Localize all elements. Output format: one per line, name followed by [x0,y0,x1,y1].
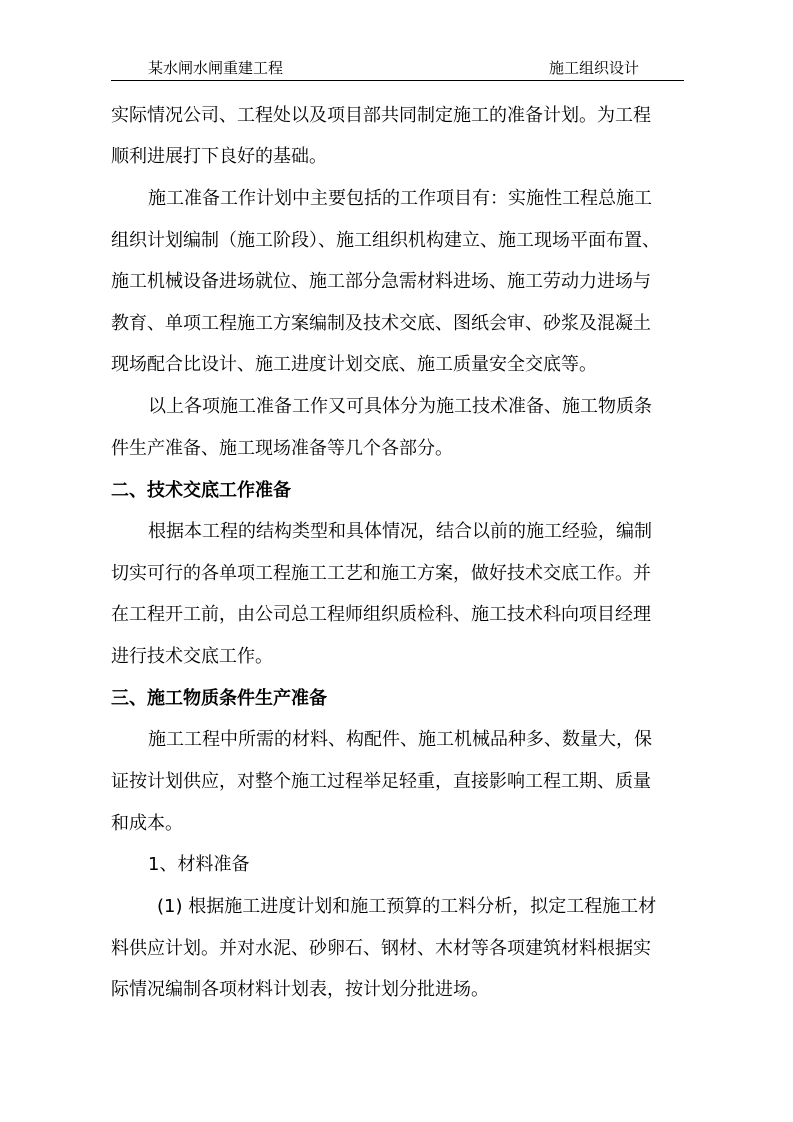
paragraph-line: 在工程开工前，由公司总工程师组织质检科、施工技术科向项目经理 [111,604,651,625]
subsection-heading: 1、材料准备 [148,854,250,875]
paragraph-line: (1) 根据施工进度计划和施工预算的工料分析，拟定工程施工材 [157,896,657,917]
paragraph-line: 进行技术交底工作。 [111,646,273,667]
paragraph-line: 证按计划供应，对整个施工过程举足轻重，直接影响工程工期、质量 [111,771,651,792]
paragraph-line: 际情况编制各项材料计划表，按计划分批进场。 [111,979,489,1000]
paragraph-line: 组织计划编制（施工阶段）、施工组织机构建立、施工现场平面布置、 [111,230,660,251]
paragraph-line: 以上各项施工准备工作又可具体分为施工技术准备、施工物质条 [148,396,652,417]
paragraph-line: 施工工程中所需的材料、构配件、施工机械品种多、数量大，保 [148,729,652,750]
page-header [111,58,684,81]
paragraph-line: 件生产准备、施工现场准备等几个各部分。 [111,438,453,459]
paragraph-line: 教育、单项工程施工方案编制及技术交底、图纸会审、砂浆及混凝土 [111,313,651,334]
section-heading: 二、技术交底工作准备 [111,480,291,501]
paragraph-line: 施工准备工作计划中主要包括的工作项目有：实施性工程总施工 [148,188,652,209]
paragraph-line: 和成本。 [111,813,183,834]
paragraph-line: 施工机械设备进场就位、施工部分急需材料进场、施工劳动力进场与 [111,271,651,292]
paragraph-line: 切实可行的各单项工程施工工艺和施工方案，做好技术交底工作。并 [111,563,651,584]
header-document-type: 施工组织设计 [549,59,640,77]
paragraph-line: 根据本工程的结构类型和具体情况，结合以前的施工经验，编制 [148,521,652,542]
header-project-title: 某水闸水闸重建工程 [148,59,284,77]
paragraph-line: 实际情况公司、工程处以及项目部共同制定施工的准备计划。为工程 [111,105,651,126]
paragraph-line: 料供应计划。并对水泥、砂卵石、钢材、木材等各项建筑材料根据实 [111,938,651,959]
paragraph-line: 顺利进展打下良好的基础。 [111,146,327,167]
paragraph-line: 现场配合比设计、施工进度计划交底、施工质量安全交底等。 [111,354,597,375]
section-heading: 三、施工物质条件生产准备 [111,688,327,709]
